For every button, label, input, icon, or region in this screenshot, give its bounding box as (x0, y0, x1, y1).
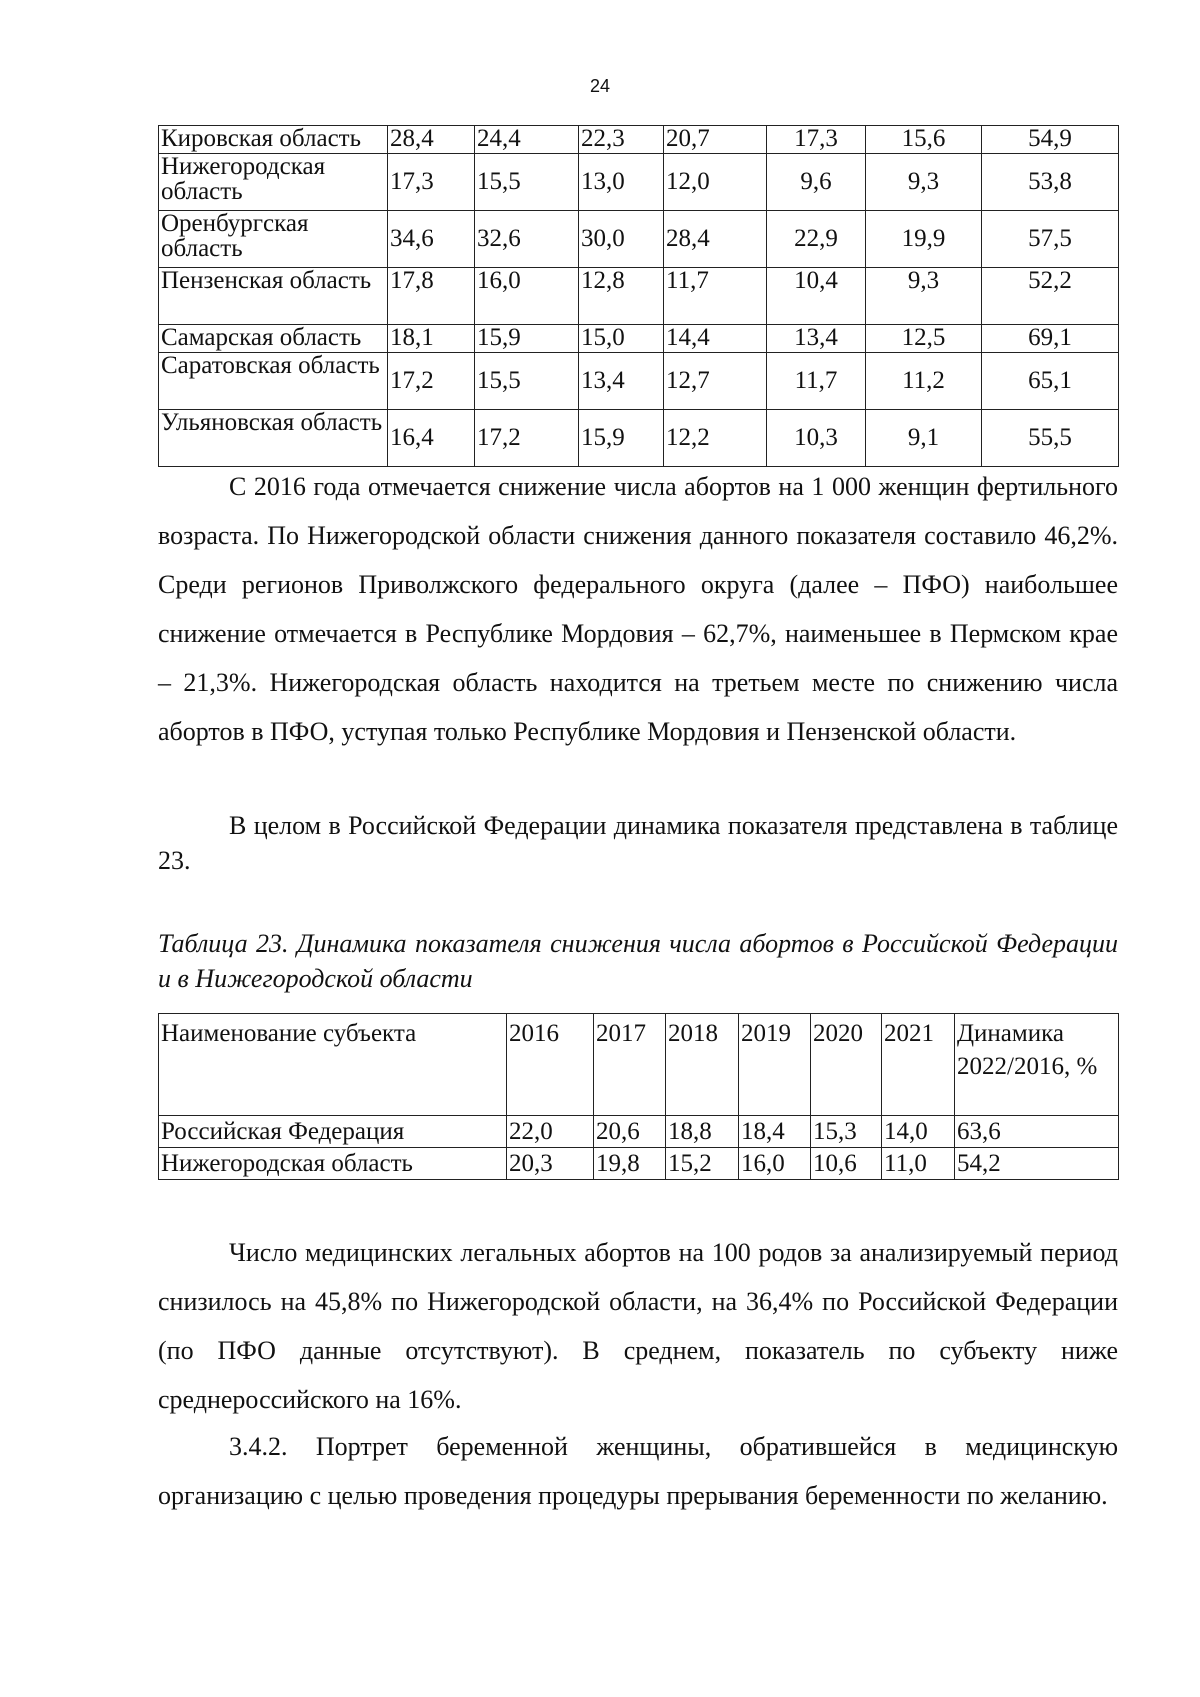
value-cell: 11,7 (664, 268, 767, 325)
value-cell: 65,1 (982, 353, 1119, 410)
value-cell: 17,2 (388, 353, 475, 410)
value-cell: 9,6 (767, 154, 866, 211)
value-cell: 16,0 (475, 268, 579, 325)
value-cell: 15,5 (475, 353, 579, 410)
paragraph-rf-dynamics: В целом в Российской Федерации динамика показателя представлена в таблице 23. (158, 811, 1118, 875)
value-cell: 19,9 (866, 211, 982, 268)
value-cell: 12,5 (866, 325, 982, 353)
page-number: 24 (589, 76, 611, 96)
value-cell: 12,8 (579, 268, 664, 325)
value-cell: 12,7 (664, 353, 767, 410)
regional-abortion-table (158, 125, 1119, 467)
value-cell: 11,0 (882, 1148, 955, 1180)
value-cell: 12,0 (664, 154, 767, 211)
value-cell: 54,2 (955, 1148, 1119, 1180)
column-header: 2016 (507, 1014, 594, 1116)
table-row (159, 1148, 1119, 1180)
value-cell: 15,5 (475, 154, 579, 211)
region-name-cell: Оренбургская область (159, 211, 388, 268)
column-header: 2020 (811, 1014, 882, 1116)
region-name-cell: Саратовская область (159, 353, 388, 410)
subject-name-cell: Российская Федерация (159, 1116, 507, 1148)
value-cell: 20,6 (594, 1116, 666, 1148)
value-cell: 15,9 (579, 410, 664, 467)
value-cell: 63,6 (955, 1116, 1119, 1148)
region-name-cell: Пензенская область (159, 268, 388, 325)
value-cell: 17,2 (475, 410, 579, 467)
table-header-row (159, 1014, 1119, 1116)
value-cell: 28,4 (664, 211, 767, 268)
table-row (159, 410, 1119, 467)
value-cell: 20,7 (664, 126, 767, 154)
value-cell: 57,5 (982, 211, 1119, 268)
region-name-cell: Нижегородская область (159, 154, 388, 211)
value-cell: 30,0 (579, 211, 664, 268)
value-cell: 17,3 (767, 126, 866, 154)
value-cell: 9,1 (866, 410, 982, 467)
value-cell: 10,4 (767, 268, 866, 325)
value-cell: 18,4 (739, 1116, 811, 1148)
value-cell: 22,0 (507, 1116, 594, 1148)
value-cell: 18,8 (666, 1116, 739, 1148)
value-cell: 69,1 (982, 325, 1119, 353)
value-cell: 13,4 (767, 325, 866, 353)
value-cell: 14,0 (882, 1116, 955, 1148)
value-cell: 15,3 (811, 1116, 882, 1148)
table-row (159, 211, 1119, 268)
table-row (159, 268, 1119, 325)
value-cell: 20,3 (507, 1148, 594, 1180)
value-cell: 16,0 (739, 1148, 811, 1180)
table-row (159, 1116, 1119, 1148)
value-cell: 52,2 (982, 268, 1119, 325)
column-header: Наименование субъекта (159, 1014, 507, 1116)
value-cell: 15,6 (866, 126, 982, 154)
value-cell: 53,8 (982, 154, 1119, 211)
table-row (159, 353, 1119, 410)
value-cell: 10,3 (767, 410, 866, 467)
value-cell: 16,4 (388, 410, 475, 467)
value-cell: 13,4 (579, 353, 664, 410)
table-row (159, 154, 1119, 211)
value-cell: 15,0 (579, 325, 664, 353)
paragraph-abortion-decline: С 2016 года отмечается снижение числа абортов на 1 000 женщин фертильного возраста. По Нижегородской области снижения данного показателя составило 46,2%. Среди регионов Приволжского федерального округа (далее – ПФО) наибольшее снижение отмечается в Республике Мордовия – 62,7%, наименьшее в Пермском крае – 21,3%. Нижегородская область находится на третьем месте по снижению числа абортов в ПФО, уступая только Республике Мордовия и Пензенской области. (158, 472, 1118, 746)
region-name-cell: Кировская область (159, 126, 388, 154)
value-cell: 19,8 (594, 1148, 666, 1180)
column-header: 2017 (594, 1014, 666, 1116)
value-cell: 11,7 (767, 353, 866, 410)
value-cell: 15,9 (475, 325, 579, 353)
value-cell: 32,6 (475, 211, 579, 268)
column-header: 2018 (666, 1014, 739, 1116)
paragraph-abortions-per-100-births: Число медицинских легальных абортов на 100 родов за анализируемый период снизилось на 45,8% по Нижегородской области, на 36,4% по Российской Федерации (по ПФО данные отсутствуют). В среднем, показатель по субъекту ниже среднероссийского на 16%. (158, 1238, 1118, 1414)
value-cell: 22,3 (579, 126, 664, 154)
section-heading-3-4-2: 3.4.2. Портрет беременной женщины, обратившейся в медицинскую организацию с целью проведения процедуры прерывания беременности по желанию. (158, 1432, 1118, 1510)
value-cell: 17,3 (388, 154, 475, 211)
column-header: Динамика 2022/2016, % (955, 1014, 1119, 1116)
table-row (159, 126, 1119, 154)
value-cell: 12,2 (664, 410, 767, 467)
column-header: 2021 (882, 1014, 955, 1116)
table-23 (158, 1013, 1119, 1180)
value-cell: 22,9 (767, 211, 866, 268)
value-cell: 10,6 (811, 1148, 882, 1180)
value-cell: 14,4 (664, 325, 767, 353)
table-row (159, 325, 1119, 353)
value-cell: 13,0 (579, 154, 664, 211)
table-23-caption: Таблица 23. Динамика показателя снижения числа абортов в Российской Федерации и в Нижегородской области (158, 929, 1118, 993)
value-cell: 9,3 (866, 154, 982, 211)
value-cell: 54,9 (982, 126, 1119, 154)
value-cell: 28,4 (388, 126, 475, 154)
subject-name-cell: Нижегородская область (159, 1148, 507, 1180)
value-cell: 17,8 (388, 268, 475, 325)
value-cell: 55,5 (982, 410, 1119, 467)
value-cell: 15,2 (666, 1148, 739, 1180)
region-name-cell: Ульяновская область (159, 410, 388, 467)
value-cell: 18,1 (388, 325, 475, 353)
value-cell: 24,4 (475, 126, 579, 154)
value-cell: 11,2 (866, 353, 982, 410)
region-name-cell: Самарская область (159, 325, 388, 353)
value-cell: 34,6 (388, 211, 475, 268)
value-cell: 9,3 (866, 268, 982, 325)
column-header: 2019 (739, 1014, 811, 1116)
